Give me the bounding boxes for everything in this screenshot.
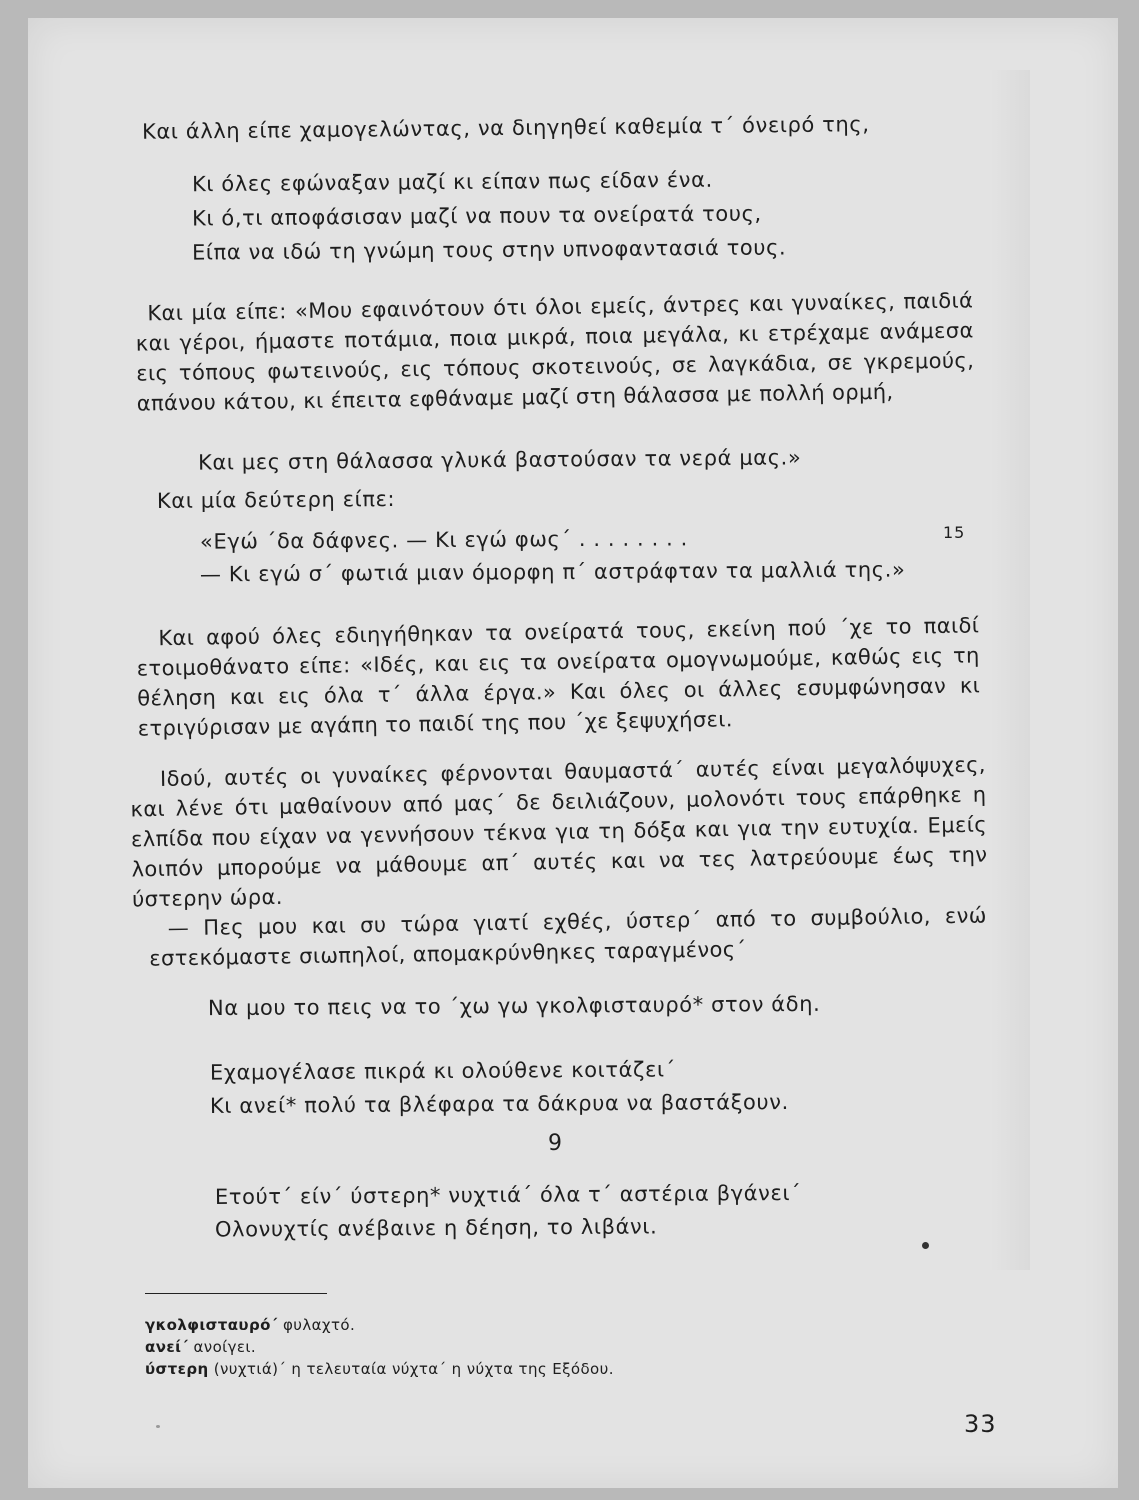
verse-line: Και μες στη θάλασσα γλυκά βαστούσαν τα νερά μας.» — [197, 445, 802, 475]
prose-paragraph: Ιδού, αυτές οι γυναίκες φέρνονται θαυμαστά΄ αυτές είναι μεγαλόψυχες, και λένε ότι μαθαίνουν από μας΄ δε δειλιάζουν, μολονότι τους επάρθηκε η ελπίδα που είχαν να γεννήσουν τέκνα για τη δόξα και για την ευτυχία. Εμείς λοιπόν μπορούμε να μάθουμε απ΄ αυτές και να τες λατρεύουμε έως την ύστερην ώρα. — [130, 752, 988, 912]
page-shadow — [990, 70, 1030, 1270]
verse-line: Εχαμογέλασε πικρά κι ολούθενε κοιτάζει΄ — [209, 1057, 676, 1085]
verse-line: Να μου το πεις να το ΄χω γω γκολφισταυρό* στον άδη. — [207, 991, 821, 1021]
footnote — [145, 1360, 614, 1378]
prose-paragraph: Και αφού όλες εδιηγήθηκαν τα ονείρατά τους, εκείνη πού ΄χε το παιδί ετοιμοθάνατο είπε: «Ιδές, και εις τα ονείρατα ομογνωμούμε, καθώς εις τη θέληση και εις όλα τ΄ άλλα έργα.» Και όλες οι άλλες εσυμφώνησαν κι ετριγύρισαν με αγάπη το παιδί της που ΄χε ξεψυχήσει. — [136, 613, 981, 741]
footnote-definition: (νυχτιά)΄ η τελευταία νύχτα΄ η νύχτα της Εξόδου. — [213, 1360, 614, 1378]
verse-line: Είπα να ιδώ τη γνώμη τους στην υπνοφαντασιά τους. — [191, 235, 787, 265]
verse-line: Και άλλη είπε χαμογελώντας, να διηγηθεί καθεμία τ΄ όνειρό της, — [141, 112, 870, 144]
prose-paragraph: — Πες μου και συ τώρα γιατί εχθές, ύστερ΄ από το συμβούλιο, ενώ εστεκόμαστε σιωπηλοί, απομακρύνθηκες ταραγμένος΄ — [149, 903, 987, 971]
verse-line: — Κι εγώ σ΄ φωτιά μιαν όμορφη π΄ αστράφταν τα μαλλιά της.» — [199, 557, 906, 587]
footnote-definition: ανοίγει. — [193, 1338, 257, 1356]
section-number: 9 — [548, 1131, 562, 1156]
footnote-rule — [145, 1293, 327, 1294]
paper-speck — [156, 1425, 160, 1428]
verse-line: Κι όλες εφώναξαν μαζί κι είπαν πως είδαν ένα. — [191, 167, 713, 197]
line-number: 15 — [943, 523, 966, 542]
footnote-definition: φυλαχτό. — [282, 1316, 356, 1334]
footnote-term: γκολφισταυρό΄ — [145, 1316, 278, 1334]
verse-line: «Εγώ ΄δα δάφνες. — Κι εγώ φως΄ . . . . . . . . — [199, 526, 688, 554]
footnote — [145, 1338, 256, 1356]
prose-line: Και μία δεύτερη είπε: — [156, 486, 396, 514]
verse-line: Κι ανεί* πολύ τα βλέφαρα τα δάκρυα να βαστάξουν. — [209, 1089, 789, 1119]
verse-line: Κι ό,τι αποφάσισαν μαζί να πουν τα ονείρατά τους, — [191, 201, 762, 231]
prose-paragraph: Και μία είπε: «Μου εφαινότουν ότι όλοι εμείς, άντρες και γυναίκες, παιδιά και γέροι, ήμαστε ποτάμια, ποια μικρά, ποια μεγάλα, κι ετρέχαμε ανάμεσα εις τόπους φωτεινούς, εις τόπους σκοτεινούς, σε λαγκάδια, σε γκρεμούς, απάνου κάτου, κι έπειτα εφθάναμε μαζί στη θάλασσα με πολλή ορμή, — [135, 288, 975, 416]
verse-line: Ολονυχτίς ανέβαινε η δέηση, το λιβάνι. — [214, 1214, 658, 1242]
ink-dot — [922, 1242, 929, 1249]
footnote-term: ανεί΄ — [145, 1338, 189, 1356]
page-number: 33 — [964, 1410, 997, 1438]
verse-line: Ετούτ΄ είν΄ ύστερη* νυχτιά΄ όλα τ΄ αστέρια βγάνει΄ — [214, 1180, 802, 1210]
footnote-term: ύστερη — [145, 1360, 209, 1378]
footnote — [145, 1316, 355, 1334]
